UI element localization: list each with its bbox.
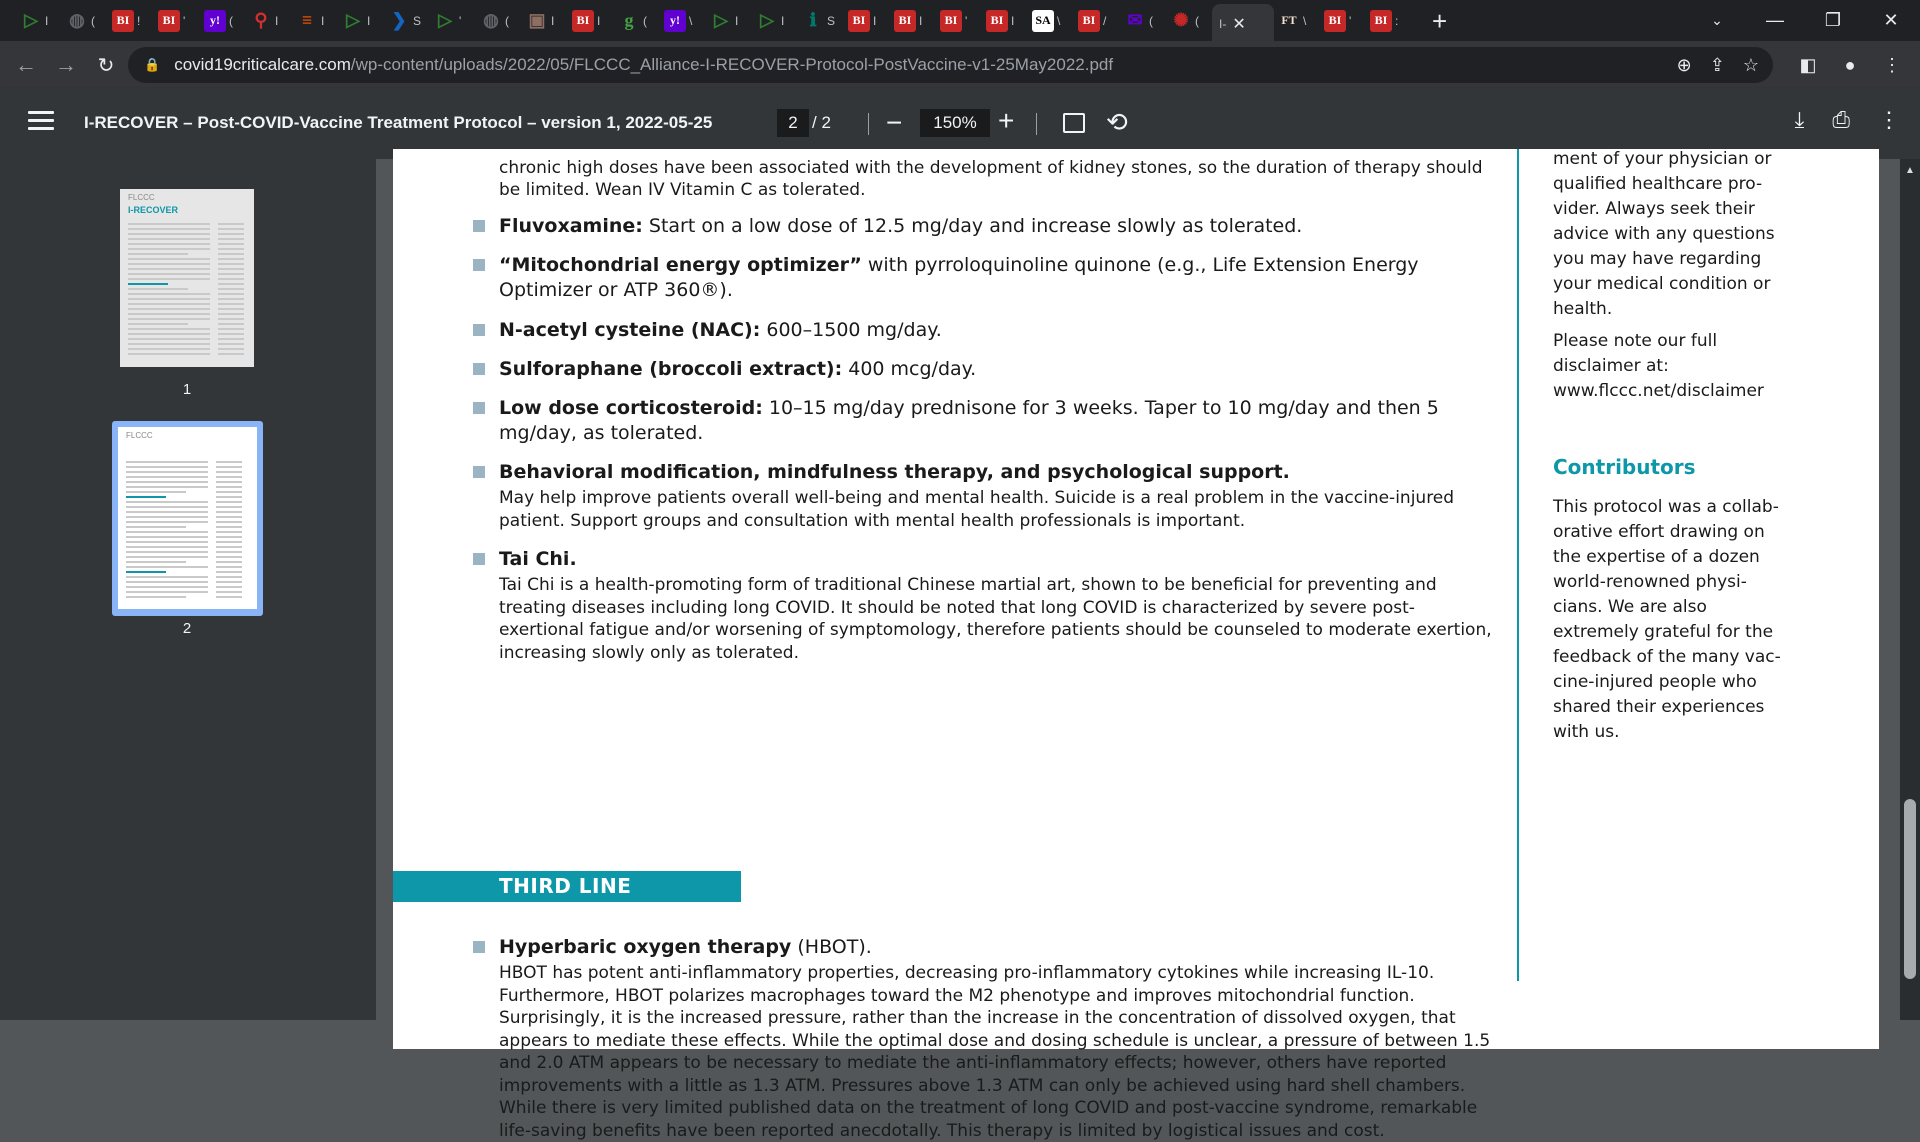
globe-icon: ◍ <box>69 10 85 30</box>
zoom-icon[interactable]: ⊕ <box>1676 54 1692 75</box>
tab-title: ( <box>1195 13 1199 28</box>
tab-title: ( <box>643 13 647 28</box>
thumbnail-line <box>126 496 166 498</box>
bi-icon: BI <box>572 10 594 32</box>
mail-icon: ✉ <box>1127 10 1143 30</box>
address-bar[interactable] <box>128 47 1773 83</box>
thumbnail-line <box>218 238 244 240</box>
browser-tab[interactable] <box>108 4 154 38</box>
list-item <box>499 214 1499 239</box>
thumbnail-line <box>126 471 208 473</box>
tab-title: / <box>1103 13 1107 28</box>
browser-tab[interactable] <box>1274 4 1320 38</box>
tab-title: I- <box>1219 17 1227 31</box>
thumbnail-line <box>216 506 242 508</box>
item-heading: “Mitochondrial energy optimizer” <box>499 254 862 276</box>
thumbnail-logo: FLCCC <box>126 431 153 440</box>
sidebar-menu-icon[interactable] <box>28 111 54 135</box>
thumbnail-line <box>128 228 210 230</box>
tab-title: I <box>735 13 739 28</box>
bullet-icon <box>473 259 485 271</box>
section-heading-third-line: THIRD LINE THERAPY <box>393 871 741 902</box>
disclaimer-note: Please note our full disclaimer at: www.flccc.net/disclaimer <box>1553 331 1764 401</box>
thumbnail-line <box>128 288 188 290</box>
tab-title: ( <box>229 13 233 28</box>
play-icon: ▷ <box>760 10 774 30</box>
thumbnail-line <box>218 248 244 250</box>
bi-icon: BI <box>940 10 962 32</box>
thumbnail-line <box>126 476 208 478</box>
browser-tab[interactable] <box>1028 4 1074 38</box>
thumbnail-line <box>218 348 244 350</box>
yahoo-icon: y! <box>664 10 686 32</box>
thumbnail-line <box>128 263 210 265</box>
thumbnail-line <box>218 343 244 345</box>
bi-icon: BI <box>1370 10 1392 32</box>
thumbnail-line <box>128 323 188 325</box>
thumbnail-line <box>126 526 186 528</box>
thumbnail-line <box>216 511 242 513</box>
thumbnail-line <box>128 353 210 355</box>
item-heading: N-acetyl cysteine (NAC): <box>499 319 761 341</box>
browser-tab[interactable] <box>798 4 844 38</box>
thumbnail-line <box>218 303 244 305</box>
thumbnail-line <box>216 501 242 503</box>
thumbnail-line <box>218 228 244 230</box>
thumbnail-line <box>128 343 210 345</box>
browser-tab[interactable] <box>1366 4 1412 38</box>
thumbnail-line <box>126 596 186 598</box>
url-path: /wp-content/uploads/2022/05/FLCCC_Alliance-I-RECOVER-Protocol-PostVaccine-v1-25May2022.pdf <box>350 55 1114 74</box>
thumbnail-line <box>216 541 242 543</box>
thumbnail-line <box>128 328 210 330</box>
tab-title: : <box>1395 13 1399 28</box>
thumbnail-line <box>216 516 242 518</box>
thumbnail-line <box>128 333 210 335</box>
thumbnail-line <box>126 551 208 553</box>
thumbnail-line <box>126 571 166 573</box>
arrow-icon: ❯ <box>391 10 407 30</box>
bookmark-star-icon[interactable]: ☆ <box>1742 54 1759 75</box>
thumbnail-line <box>126 541 208 543</box>
thumbnail-line <box>128 308 210 310</box>
thumbnail-line <box>128 223 210 225</box>
item-heading: Fluvoxamine: <box>499 215 643 237</box>
tab-list <box>16 4 1212 38</box>
thumbnail-line <box>128 233 210 235</box>
browser-tab[interactable] <box>752 4 798 38</box>
thumbnail-line <box>218 268 244 270</box>
browser-tab[interactable] <box>200 4 246 38</box>
thumbnail-line <box>128 303 210 305</box>
browser-tab[interactable] <box>982 4 1028 38</box>
bi-icon: BI <box>158 10 180 32</box>
browser-tab[interactable] <box>1166 4 1212 38</box>
browser-tab[interactable] <box>706 4 752 38</box>
thumbnail-title: I-RECOVER <box>128 205 179 215</box>
tab-title: I <box>1011 13 1015 28</box>
play-icon: ▷ <box>714 10 728 30</box>
close-window-icon[interactable]: ✕ <box>1883 10 1899 30</box>
item-heading: Hyperbaric oxygen therapy <box>499 936 792 958</box>
page-thumbnail-2[interactable] <box>118 427 257 609</box>
browser-tab[interactable] <box>430 4 476 38</box>
thumbnail-line <box>128 348 210 350</box>
print-icon[interactable]: ⎙ <box>1832 107 1850 132</box>
navigation-bar <box>0 41 1920 89</box>
thumbnail-line <box>216 571 242 573</box>
thumbnail-line <box>216 486 242 488</box>
thumbnail-line <box>126 501 208 503</box>
thumbnail-line <box>218 258 244 260</box>
thumbnail-line <box>216 521 242 523</box>
thumbnail-line <box>218 293 244 295</box>
url-host: covid19criticalcare.com <box>174 55 351 74</box>
bullet-icon <box>473 402 485 414</box>
thumbnail-line <box>218 233 244 235</box>
restore-icon[interactable]: ❐ <box>1824 10 1842 30</box>
thumbnail-line <box>128 253 188 255</box>
more-actions-icon[interactable]: ⋮ <box>1878 107 1900 132</box>
document-title: I-RECOVER – Post-COVID-Vaccine Treatment Protocol – version 1, 2022-05-25 <box>84 113 713 132</box>
tab-title: ' <box>459 13 462 28</box>
bi-icon: BI <box>1324 10 1346 32</box>
thumbnail-line <box>216 566 242 568</box>
side-panel-icon[interactable]: ◧ <box>1799 54 1817 75</box>
back-icon[interactable]: ← <box>15 52 37 77</box>
fit-page-icon[interactable] <box>1063 113 1085 133</box>
tab-title: ' <box>183 13 186 28</box>
new-tab-button[interactable]: + <box>1432 5 1448 36</box>
thumbnail-line <box>128 278 210 280</box>
browser-tab[interactable] <box>154 4 200 38</box>
bullet-icon <box>473 363 485 375</box>
thumbnail-line <box>128 298 210 300</box>
thumbnail-line <box>126 576 208 578</box>
thumbnail-line <box>128 283 168 285</box>
zoom-level-input[interactable]: 150% <box>920 109 990 137</box>
item-text: 400 mcg/day. <box>842 358 977 380</box>
browser-tab[interactable] <box>16 4 62 38</box>
thumbnail-sidebar <box>0 159 376 1020</box>
thumbnail-line <box>218 323 244 325</box>
play-icon: ▷ <box>438 10 452 30</box>
scrollbar-thumb[interactable] <box>1904 799 1916 979</box>
tab-title: I <box>275 13 279 28</box>
tab-title: I <box>919 13 923 28</box>
browser-tab[interactable] <box>844 4 890 38</box>
page-number-input[interactable]: 2 <box>777 109 809 137</box>
thumbnail-line <box>216 561 242 563</box>
tab-title: S <box>413 13 422 28</box>
tab-strip <box>0 0 1920 41</box>
bi-icon: BI <box>894 10 916 32</box>
thumbnail-line <box>216 496 242 498</box>
zoom-out-icon[interactable]: − <box>886 107 903 138</box>
thumbnail-line <box>218 278 244 280</box>
browser-tab[interactable] <box>660 4 706 38</box>
thumbnail-line <box>218 313 244 315</box>
thumbnail-line <box>126 531 208 533</box>
thumbnail-line <box>126 506 208 508</box>
tab-search-chevron-icon[interactable]: ⌄ <box>1711 12 1723 28</box>
info-icon: ℹ <box>809 10 817 30</box>
tab-title: ' <box>965 13 968 28</box>
tab-title: \ <box>689 13 693 28</box>
thumbnail-line <box>126 561 186 563</box>
thumbnail-line <box>216 526 242 528</box>
reload-icon[interactable]: ↻ <box>97 54 115 77</box>
item-heading: Tai Chi. <box>499 548 577 570</box>
thumbnail-line <box>218 243 244 245</box>
pdf-page <box>393 149 1879 1141</box>
thumbnail-line <box>216 536 242 538</box>
thumbnail-line <box>128 258 210 260</box>
tab-title: \ <box>1303 13 1307 28</box>
list-item <box>499 357 1499 382</box>
thumbnail-line <box>218 338 244 340</box>
ft-icon: FT <box>1281 13 1297 27</box>
thumbnail-line <box>128 313 210 315</box>
thumbnail-line <box>128 318 210 320</box>
thumbnail-line <box>218 283 244 285</box>
thumbnail-line <box>218 318 244 320</box>
scroll-up-icon[interactable]: ▲ <box>1905 165 1915 176</box>
thumbnail-line <box>216 491 242 493</box>
vitamin-c-paragraph: chronic high doses have been associated with the development of kidney stones, so the duration of therapy should be limited. Wean IV Vitamin C as tolerated. <box>499 158 1483 200</box>
browser-menu-icon[interactable]: ⋮ <box>1883 54 1901 75</box>
thumbnail-line <box>216 596 242 598</box>
page-total: / 2 <box>812 113 831 132</box>
thumbnail-line <box>218 333 244 335</box>
thumbnail-line <box>218 253 244 255</box>
thumbnail-logo: FLCCC <box>128 193 155 202</box>
item-text: Start on a low dose of 12.5 mg/day and increase slowly as tolerated. <box>642 215 1303 237</box>
list-item <box>499 547 1499 664</box>
thumbnail-line <box>218 263 244 265</box>
thumbnail-line <box>216 586 242 588</box>
browser-tab[interactable] <box>1320 4 1366 38</box>
bullet-icon <box>473 466 485 478</box>
thumbnail-line <box>216 471 242 473</box>
thumbnail-line <box>216 581 242 583</box>
bi-icon: BI <box>1078 10 1100 32</box>
close-tab-icon[interactable]: ✕ <box>1232 16 1246 33</box>
thumbnail-label-1: 1 <box>182 381 192 398</box>
thumbnail-line <box>126 546 208 548</box>
item-heading: Sulforaphane (broccoli extract): <box>499 358 843 380</box>
browser-tab[interactable] <box>614 4 660 38</box>
g-icon: g <box>624 10 634 30</box>
forward-icon[interactable]: → <box>55 52 77 77</box>
thumbnail-line <box>218 328 244 330</box>
tab-title: ! <box>137 13 141 28</box>
browser-tab[interactable] <box>1074 4 1120 38</box>
browser-tab[interactable] <box>292 4 338 38</box>
thumbnail-line <box>216 481 242 483</box>
pdf-viewer <box>376 149 1900 1141</box>
toolbar-divider <box>868 113 869 135</box>
thumbnail-line <box>216 476 242 478</box>
bullet-icon <box>473 553 485 565</box>
thumbnail-line <box>126 566 208 568</box>
thumbnail-line <box>216 466 242 468</box>
browser-tab[interactable] <box>568 4 614 38</box>
play-icon: ▷ <box>24 10 38 30</box>
item-text: 600–1500 mg/day. <box>760 319 942 341</box>
list-item <box>499 460 1499 532</box>
browser-tab[interactable] <box>1120 4 1166 38</box>
thumbnail-line <box>216 551 242 553</box>
thumbnail-line <box>218 288 244 290</box>
thumbnail-line <box>126 516 208 518</box>
tab-title: I <box>367 13 371 28</box>
thumbnail-line <box>128 273 210 275</box>
browser-tab[interactable] <box>246 4 292 38</box>
thumbnail-line <box>218 273 244 275</box>
thumbnail-line <box>218 298 244 300</box>
page-thumbnail-1[interactable] <box>120 189 254 367</box>
tab-title: I <box>321 13 325 28</box>
bullet-icon <box>473 941 485 953</box>
thumbnail-line <box>216 546 242 548</box>
tab-title: ( <box>1149 13 1153 28</box>
item-text: 10–15 mg/day prednisone for 3 weeks. Taper to 10 mg/day and then 5 mg/day, as tolerated. <box>499 397 1439 444</box>
list-item <box>499 253 1499 303</box>
thumbnail-line <box>216 556 242 558</box>
globe-icon: ◍ <box>483 10 499 30</box>
thumbnail-label-2: 2 <box>182 620 192 637</box>
pin-icon: ⚲ <box>254 10 268 30</box>
item-heading: Behavioral modification, mindfulness therapy, and psychological support. <box>499 461 1290 483</box>
bookmark-icon: ≡ <box>301 10 313 30</box>
tab-list-after <box>1274 4 1412 38</box>
item-body: Tai Chi is a health-promoting form of traditional Chinese martial art, shown to be beneficial for preventing and treating diseases including long COVID. It should be noted that long COVID is characterized by severe post-exertional fatigue and/or worsening of symptomology, therefore patients should be counseled to moderate exertion, increasing slowly only as tolerated. <box>499 575 1492 663</box>
thumbnail-line <box>128 268 210 270</box>
share-icon[interactable]: ⇪ <box>1709 54 1725 75</box>
play-icon: ▷ <box>346 10 360 30</box>
thumbnail-line <box>218 223 244 225</box>
thumbnail-line <box>128 293 210 295</box>
tab-active-pdf[interactable] <box>1212 4 1274 45</box>
thumbnail-line <box>126 511 208 513</box>
thumbnail-line <box>216 591 242 593</box>
browser-tab[interactable] <box>936 4 982 38</box>
browser-tab[interactable] <box>890 4 936 38</box>
column-divider <box>1517 149 1519 981</box>
bullet-icon <box>473 220 485 232</box>
item-body: May help improve patients overall well-being and mental health. Suicide is a real problem in the vaccine-injured patient. Support groups and consultation with mental health professionals is important. <box>499 488 1455 531</box>
thumbnail-line <box>126 491 186 493</box>
photo-icon: ▣ <box>528 10 546 30</box>
item-text: with pyrroloquinoline quinone (e.g., Life Extension Energy Optimizer or ATP 360®). <box>499 254 1419 301</box>
item-text: (HBOT). <box>791 936 872 958</box>
thumbnail-line <box>218 353 244 355</box>
thumbnail-line <box>216 531 242 533</box>
item-body: HBOT has potent anti-inflammatory properties, decreasing pro-inflammatory cytokines while increasing IL-10. Furthermore, HBOT polarizes macrophages toward the M2 phenotype and improves mitochondrial function. Surprisingly, it is the increased pressure, rather than the increase in the concentration of dissolved oxygen, that appears to mediate these effects. While the optimal dose and dosing schedule is unclear, a pressure of between 1.5 and 2.0 ATM appears to be necessary to mediate the anti-inflammatory effects; however, others have reported improvements with a little as 1.3 ATM. Pressures above 1.3 ATM can only be achieved using hard shell chambers. While there is very limited published data on the treatment of long COVID and post-vaccine syndrome, remarkable life-saving benefits have been reported anecdotally. This therapy is limited by logistical issues and cost. <box>499 963 1491 1141</box>
list-item <box>499 318 1499 343</box>
item-heading: Low dose corticosteroid: <box>499 397 763 419</box>
thumbnail-line <box>126 586 208 588</box>
browser-tab[interactable] <box>384 4 430 38</box>
tab-title: \ <box>1057 13 1061 28</box>
browser-tab[interactable] <box>62 4 108 38</box>
thumbnail-line <box>126 481 208 483</box>
download-icon[interactable]: ⤓ <box>1794 107 1805 132</box>
thumbnail-line <box>128 238 210 240</box>
bi-icon: BI <box>112 10 134 32</box>
yahoo-icon: y! <box>204 10 226 32</box>
thumbnail-line <box>126 521 208 523</box>
vertical-scrollbar[interactable] <box>1900 159 1920 1020</box>
thumbnail-line <box>126 581 208 583</box>
thumbnail-line <box>126 591 208 593</box>
tab-title: I <box>45 13 49 28</box>
bullet-icon <box>473 324 485 336</box>
thumbnail-line <box>216 576 242 578</box>
thumbnail-line <box>128 338 210 340</box>
contributors-heading: Contributors <box>1553 455 1696 479</box>
profile-icon[interactable]: ● <box>1844 54 1856 75</box>
tab-title: ' <box>1349 13 1352 28</box>
toolbar-divider <box>1036 113 1037 135</box>
thumbnail-line <box>126 486 208 488</box>
tab-title: I <box>551 13 555 28</box>
rotate-icon[interactable]: ⟲ <box>1106 107 1128 137</box>
lock-icon: 🔒 <box>144 57 161 72</box>
browser-tab[interactable] <box>338 4 384 38</box>
tab-title: ( <box>91 13 95 28</box>
contributors-text: This protocol was a collab-orative effort drawing on the expertise of a dozen world-renowned physi-cians. We are also extremely grateful for the feedback of the many vac-cine-injured people who shared their experiences with us. <box>1553 497 1781 742</box>
thumbnail-line <box>216 461 242 463</box>
tab-title: I <box>873 13 877 28</box>
bi-icon: BI <box>986 10 1008 32</box>
list-item <box>499 935 1499 1142</box>
thumbnail-line <box>126 536 208 538</box>
tab-title: S <box>827 13 836 28</box>
thumbnail-line <box>128 243 210 245</box>
virus-icon: ✺ <box>1173 10 1189 30</box>
browser-tab[interactable] <box>476 4 522 38</box>
thumbnail-line <box>126 466 208 468</box>
minimize-icon[interactable]: — <box>1766 10 1784 30</box>
thumbnail-line <box>126 461 208 463</box>
tab-title: ( <box>505 13 509 28</box>
bi-icon: BI <box>848 10 870 32</box>
sa-icon: SA <box>1032 10 1054 32</box>
tab-title: I <box>781 13 785 28</box>
thumbnail-line <box>218 308 244 310</box>
list-item <box>499 396 1499 446</box>
thumbnail-line <box>128 248 210 250</box>
disclaimer-text: ment of your physician or qualified healthcare pro-vider. Always seek their advice with any questions you may have regarding your medical condition or health. <box>1553 149 1775 319</box>
zoom-in-icon[interactable]: + <box>998 105 1015 136</box>
tab-title: I <box>597 13 601 28</box>
browser-tab[interactable] <box>522 4 568 38</box>
thumbnail-line <box>126 556 208 558</box>
